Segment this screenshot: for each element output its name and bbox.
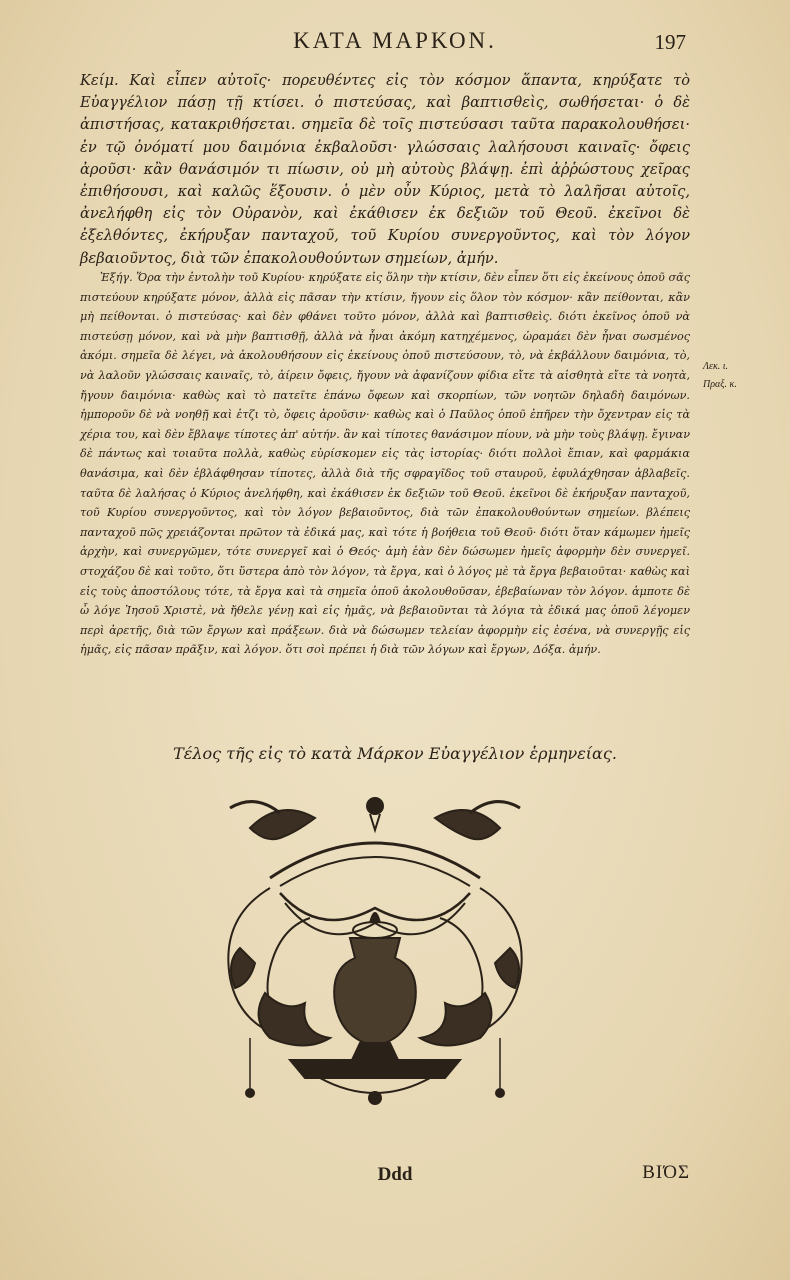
running-head: ΚΑΤΑ ΜΑΡΚΟΝ. [293, 28, 497, 53]
margin-reference-1: Λεκ. ι. [703, 361, 729, 372]
main-scripture-text: Κείμ. Καὶ εἶπεν αὐτοῖς· πορευθέντες εἰς τὸν κόσμον ἅπαντα, κηρύξατε τὸ Εὐαγγέλιον πάσῃ τῇ κτίσει. ὁ πιστεύσας, καὶ βαπτισθεὶς, σωθήσεται· ὁ δὲ ἀπιστήσας, κατακριθήσεται. σημεῖα δὲ τοῖς πιστεύσασι ταῦτα παρακολουθήσει· ἐν τῷ ὀνόματί μου δαιμόνια ἐκβαλοῦσι· γλώσσαις λαλήσουσι καιναῖς· ὄφεις ἀροῦσι· κἂν θανάσιμόν τι πίωσιν, οὐ μὴ αὐτοὺς βλάψῃ. ἐπὶ ἀῤῥώστους χεῖρας ἐπιθήσουσι, καὶ καλῶς ἕξουσιν. ὁ μὲν οὖν Κύριος, μετὰ τὸ λαλῆσαι αὐτοῖς, ἀνελήφθη εἰς τὸν Οὐρανὸν, καὶ ἐκάθισεν ἐκ δεξιῶν τοῦ Θεοῦ. ἐκεῖνοι δὲ ἐξελθόντες, ἐκήρυξαν πανταχοῦ, τοῦ Κυρίου συνεργοῦντος, καὶ τὸν λόγον βεβαιοῦντος, διὰ τῶν ἐπακολουθούντων σημείων, ἀμήν. [80, 72, 690, 267]
page-number: 197 [654, 30, 686, 54]
vase-ornament-vignette [210, 788, 540, 1118]
end-title: Τέλος τῆς εἰς τὸ κατὰ Μάρκον Εὐαγγέλιον ἑρμηνείας. [173, 744, 617, 763]
catchword: ΒΙΌΣ [642, 1162, 690, 1183]
signature-mark: Ddd [377, 1164, 413, 1185]
margin-reference-2: Πραξ. κ. [703, 379, 737, 390]
commentary-text: Ἐξήγ. Ὅρα τὴν ἐντολὴν τοῦ Κυρίου· κηρύξατε εἰς ὅλην τὴν κτίσιν, δὲν εἶπεν ὅτι εἰς ἐκείνους ὁποῦ σᾶς πιστεύουν κηρύξατε μόνον, ἀλλὰ εἰς πᾶσαν τὴν κτίσιν, ἤγουν εἰς ὅλον τὸν κόσμον· κἂν πείθονται, κἂν μὴ πείθονται. ὁ πιστεύσας· καὶ δὲν φθάνει τοῦτο μόνον, ἀλλὰ καὶ βαπτισθεὶς. διότι ἐκεῖνος ὁποῦ νὰ πιστεύσῃ μόνον, καὶ νὰ μὴν βαπτισθῇ, ἀλλὰ νὰ ἦναι ἀκόμη κατηχέμενος, ὡραμάει δὲν ἦναι σωσμένος ἀκόμι. σημεῖα δὲ λέγει, νὰ ἀκολουθήσουν εἰς ἐκείνους ὁποῦ πιστεύσουν, τὸ, νὰ ἐκβάλλουν δαιμόνια, τὸ, νὰ λαλοῦν γλώσσαις καιναῖς, τὸ, ἀίρειν ὄφεις, ἤγουν νὰ ἀφανίζουν φίδια εἴτε τὰ αἰσθητὰ εἴτε τὰ νοητὰ, ἤγουν δαιμόνια· καθὼς καὶ τὸ πατεῖτε ἐπάνω ὄφεων καὶ σκορπίων, τῶν νοητῶν δηλαδὴ δαιμόνων. ἠμποροῦν δὲ νὰ νοηθῇ καὶ ἐτζι τὸ, ὄφεις ἀροῦσιν· καθὼς καὶ ὁ Παῦλος ὁποῦ ἐπῆρεν τὴν ὄχεντραν εἰς τὰ χέρια του, καὶ δὲν ἔβλαψε τίποτες ἀπ' αὐτήν. ἂν καὶ τίποτες θανάσιμον πίουν, νὰ μὴν τοὺς βλάψῃ. ἔγιναν δὲ πάντως καὶ τοιαῦτα πολλὰ, καθὼς εὑρίσκομεν εἰς τὰς ἱστορίας· διότι πολλοὶ ἔπιαν, καὶ φαρμάκια θανάσιμα, καὶ δὲν ἐβλάφθησαν τίποτες, ἀλλὰ διὰ τῆς σφραγῖδος τοῦ σταυροῦ, ἐφυλάχθησαν ἀβλαβεῖς. ταῦτα δὲ λαλήσας ὁ Κύριος ἀνελήφθη, καὶ ἐκάθισεν ἐκ δεξιῶν τοῦ Θεοῦ. ἐκεῖνοι δὲ ἐκήρυξαν πανταχοῦ, τοῦ Κυρίου συνεργοῦντος, καὶ τὸν λόγον βεβαιοῦντος, διὰ τῶν ἐπακολουθούντων σημείων. βλέπεις πανταχοῦ πῶς χρειάζονται πρῶτον τὰ ἐδικά μας, καὶ τότε ἡ βοήθεια τοῦ Θεοῦ· διότι ὅταν κάμωμεν ἡμεῖς ἀρχὴν, καὶ συνεργῶμεν, τότε συνεργεῖ καὶ ὁ Θεός· ἀμὴ ἐὰν δὲν δώσωμεν ἡμεῖς ἀφορμὴν δὲν συνεργεῖ. στοχάζου δὲ καὶ τοῦτο, ὅτι ὕστερα ἀπὸ τὸν λόγον, τὰ ἔργα, καὶ ὁ λόγος μὲ τὰ ἔργα βεβαιοῦται· καθὼς καὶ εἰς τοὺς ἀποστόλους τότε, τὰ ἔργα καὶ τὰ σημεῖα ὁποῦ ἀκολουθοῦσαν, ἐβεβαίωναν τὸν λόγον. ἀμποτε δὲ ὦ λόγε Ἰησοῦ Χριστὲ, νὰ ἤθελε γένῃ καὶ εἰς ἡμᾶς, νὰ βεβαιοῦνται τὰ λόγια τὰ ἐδικά μας ὁποῦ λέγομεν περὶ ἀρετῆς, διὰ τῶν ἔργων καὶ πράξεων. διὰ νὰ δώσωμεν τελείαν ἀφορμὴν εἰς ἐσένα, νὰ συνεργῇς εἰς ἡμᾶς, εἰς πᾶσαν πρᾶξιν, καὶ λόγον. ὅτι σοὶ πρέπει ἡ διὰ τῶν λόγων καὶ ἔργων, Δόξα. ἀμήν. [80, 271, 690, 657]
